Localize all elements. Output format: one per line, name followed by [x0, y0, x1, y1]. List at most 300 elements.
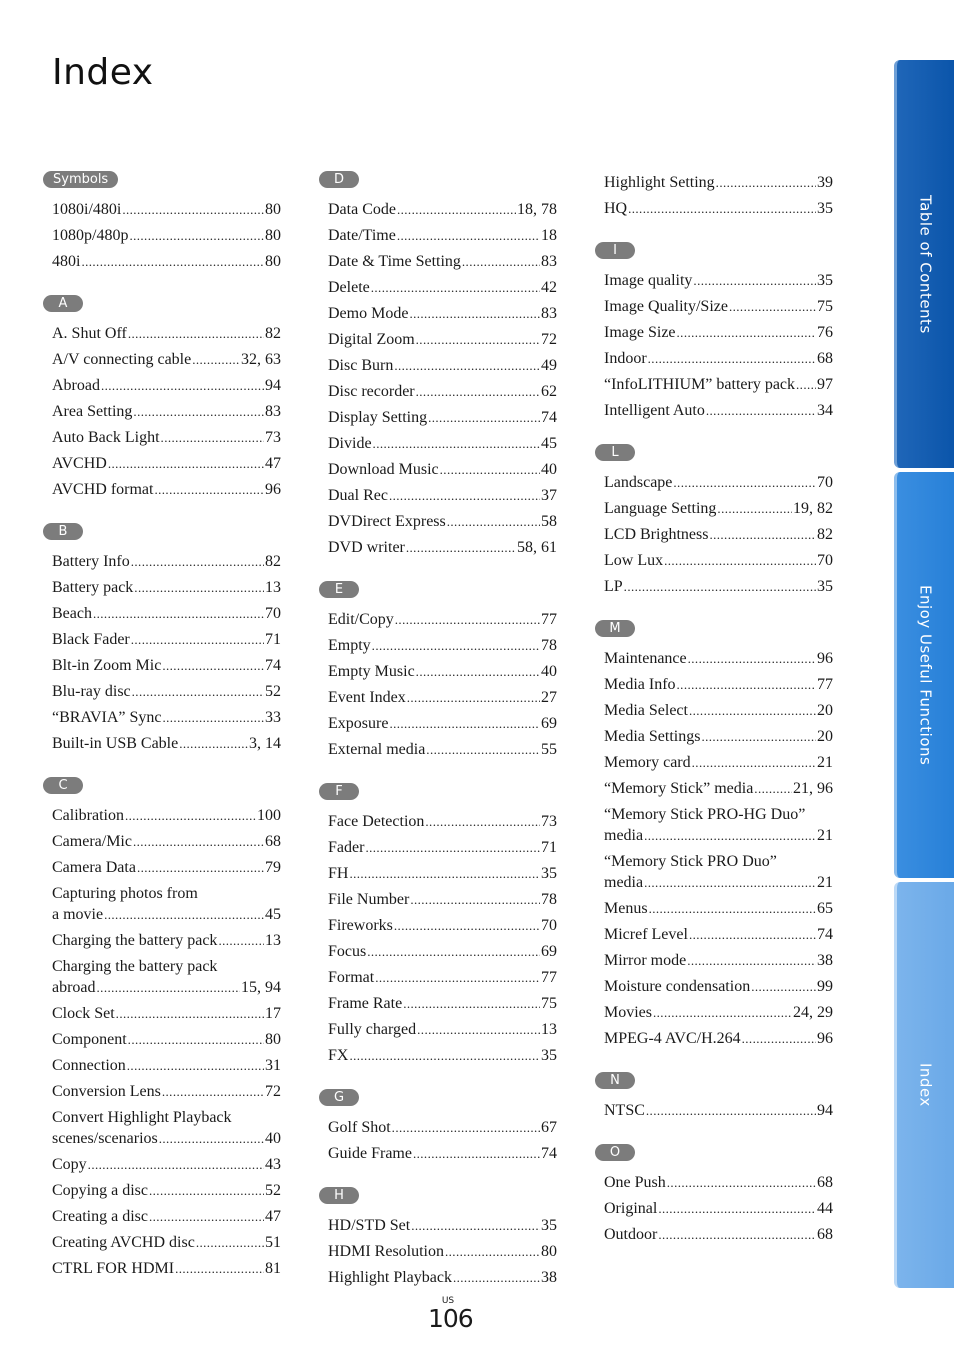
dot-leader — [218, 928, 264, 954]
section-letter-badge: Symbols — [43, 171, 118, 188]
entry-name: Battery Info — [52, 553, 130, 570]
entry-page-number[interactable]: 43 — [265, 1156, 281, 1173]
dot-leader — [677, 320, 816, 346]
entry-page-number[interactable]: 68 — [817, 1174, 833, 1191]
entry-page-number[interactable]: 21 — [817, 827, 833, 844]
entry-page-number[interactable]: 39 — [817, 174, 833, 191]
entry-page-number[interactable]: 44 — [817, 1200, 833, 1217]
entry-page-number[interactable]: 83 — [265, 403, 281, 420]
tab-enjoy-useful-functions[interactable] — [894, 472, 954, 878]
entry-name: Golf Shot — [328, 1119, 391, 1136]
index-entry[interactable] — [52, 197, 281, 223]
entry-page-number[interactable]: 13 — [541, 1021, 557, 1038]
entry-page-number[interactable]: 37 — [541, 487, 557, 504]
index-entry[interactable] — [52, 855, 281, 881]
entry-name: LCD Brightness — [604, 526, 709, 543]
index-entry[interactable] — [328, 223, 557, 249]
entry-name: Frame Rate — [328, 995, 403, 1012]
index-entry[interactable] — [604, 548, 833, 574]
dot-leader — [375, 965, 540, 991]
index-entry[interactable] — [328, 275, 557, 301]
dot-leader — [709, 522, 816, 548]
entry-name: Focus — [328, 943, 367, 960]
index-entry[interactable] — [328, 607, 557, 633]
entry-page-number[interactable]: 42 — [541, 279, 557, 296]
index-entry[interactable] — [52, 1079, 281, 1105]
entry-page-number[interactable]: 20 — [817, 702, 833, 719]
index-entry[interactable] — [52, 321, 281, 347]
index-entry[interactable] — [52, 627, 281, 653]
entry-page-number[interactable]: 18 — [541, 227, 557, 244]
index-entry[interactable] — [604, 776, 833, 802]
entry-name: Clock Set — [52, 1005, 115, 1022]
index-entry[interactable] — [328, 685, 557, 711]
dot-leader — [701, 724, 816, 750]
index-entry[interactable] — [52, 731, 281, 757]
entry-page-number[interactable]: 81 — [265, 1260, 281, 1277]
entry-name: DVD writer — [328, 539, 405, 556]
index-entry[interactable] — [52, 705, 281, 731]
entry-page-number[interactable]: 73 — [265, 429, 281, 446]
index-entry[interactable] — [52, 1256, 281, 1282]
index-entry-list — [52, 197, 281, 275]
index-entry[interactable] — [604, 896, 833, 922]
entry-name: Original — [604, 1200, 658, 1217]
entry-name: Creating AVCHD disc — [52, 1234, 195, 1251]
index-entry-list — [52, 549, 281, 757]
index-entry[interactable] — [604, 849, 833, 896]
dot-leader — [428, 405, 540, 431]
index-entry[interactable] — [328, 1043, 557, 1069]
dot-leader — [687, 948, 816, 974]
entry-page-number[interactable]: 74 — [541, 409, 557, 426]
entry-page-number[interactable]: 83 — [541, 305, 557, 322]
entry-page-number[interactable]: 18, 78 — [517, 201, 557, 218]
index-section — [319, 170, 557, 561]
index-entry[interactable] — [604, 522, 833, 548]
entry-page-number[interactable]: 27 — [541, 689, 557, 706]
entry-page-number[interactable]: 15, 94 — [241, 979, 281, 996]
entry-page-number[interactable]: 13 — [265, 579, 281, 596]
entry-name: media — [604, 827, 644, 844]
index-entry[interactable] — [52, 829, 281, 855]
index-entry[interactable] — [52, 249, 281, 275]
index-entry[interactable] — [604, 646, 833, 672]
index-entry[interactable] — [328, 835, 557, 861]
index-entry[interactable] — [328, 1265, 557, 1291]
entry-name: media — [604, 874, 644, 891]
entry-page-number[interactable]: 69 — [541, 943, 557, 960]
entry-page-number[interactable]: 17 — [265, 1005, 281, 1022]
entry-page-number[interactable]: 38 — [541, 1269, 557, 1286]
entry-name: Built-in USB Cable — [52, 735, 179, 752]
entry-page-number[interactable]: 40 — [265, 1130, 281, 1147]
index-entry[interactable] — [328, 249, 557, 275]
index-entry[interactable] — [52, 1053, 281, 1079]
index-entry[interactable] — [52, 1204, 281, 1230]
dot-leader — [175, 1256, 264, 1282]
dot-leader — [132, 679, 264, 705]
index-entry[interactable] — [52, 1178, 281, 1204]
index-entry[interactable] — [52, 679, 281, 705]
dot-leader — [628, 196, 816, 222]
entry-page-number[interactable]: 35 — [541, 865, 557, 882]
section-letter-badge: H — [319, 1187, 359, 1204]
index-column-1 — [43, 170, 281, 1301]
index-entry[interactable] — [52, 1152, 281, 1178]
entry-page-number[interactable]: 31 — [265, 1057, 281, 1074]
index-entry[interactable] — [604, 1098, 833, 1124]
entry-page-number[interactable]: 75 — [541, 995, 557, 1012]
dot-leader — [179, 731, 248, 757]
index-entry[interactable] — [604, 750, 833, 776]
index-entry[interactable] — [328, 379, 557, 405]
entry-name-line1: “Memory Stick PRO Duo” — [604, 853, 777, 870]
index-entry[interactable] — [52, 347, 281, 373]
entry-page-number[interactable]: 58, 61 — [517, 539, 557, 556]
index-section — [595, 241, 833, 424]
entry-page-number[interactable]: 78 — [541, 637, 557, 654]
entry-page-number[interactable]: 65 — [817, 900, 833, 917]
dot-leader — [349, 861, 540, 887]
index-entry[interactable] — [328, 1239, 557, 1265]
index-entry[interactable] — [52, 653, 281, 679]
index-entry-list — [52, 803, 281, 1282]
index-entry[interactable] — [328, 457, 557, 483]
entry-name: Digital Zoom — [328, 331, 415, 348]
dot-leader — [128, 1027, 264, 1053]
entry-page-number[interactable]: 62 — [541, 383, 557, 400]
section-letter-badge: E — [319, 581, 359, 598]
entry-page-number[interactable]: 96 — [265, 481, 281, 498]
entry-page-number[interactable]: 80 — [265, 201, 281, 218]
entry-name: External media — [328, 741, 426, 758]
entry-name: Face Detection — [328, 813, 425, 830]
entry-page-number[interactable]: 32, 63 — [241, 351, 281, 368]
entry-name: Blt-in Zoom Mic — [52, 657, 162, 674]
index-entry[interactable] — [604, 922, 833, 948]
entry-name: HD/STD Set — [328, 1217, 411, 1234]
index-entry[interactable] — [52, 1027, 281, 1053]
index-entry[interactable] — [604, 398, 833, 424]
entry-name: FH — [328, 865, 349, 882]
entry-name: Image Size — [604, 324, 676, 341]
index-entry[interactable] — [328, 809, 557, 835]
entry-page-number[interactable]: 96 — [817, 650, 833, 667]
index-entry[interactable] — [604, 1222, 833, 1248]
entry-page-number[interactable]: 74 — [817, 926, 833, 943]
index-entry[interactable] — [328, 535, 557, 561]
index-entry[interactable] — [604, 470, 833, 496]
index-entry[interactable] — [604, 196, 833, 222]
tab-label: Index — [916, 1063, 935, 1107]
index-entry[interactable] — [328, 861, 557, 887]
tab-table-of-contents[interactable] — [894, 60, 954, 468]
entry-name: Area Setting — [52, 403, 133, 420]
dot-leader — [81, 249, 264, 275]
index-entry[interactable] — [52, 1105, 281, 1152]
entry-page-number[interactable]: 80 — [541, 1243, 557, 1260]
index-entry[interactable] — [328, 405, 557, 431]
index-entry[interactable] — [328, 1213, 557, 1239]
index-entry[interactable] — [52, 881, 281, 928]
dot-leader — [796, 372, 816, 398]
dot-leader — [407, 685, 540, 711]
entry-page-number[interactable]: 72 — [541, 331, 557, 348]
dot-leader — [644, 872, 816, 893]
entry-name: Low Lux — [604, 552, 664, 569]
index-entry[interactable] — [52, 601, 281, 627]
index-entry[interactable] — [52, 451, 281, 477]
dot-leader — [108, 451, 264, 477]
entry-page-number[interactable]: 21 — [817, 754, 833, 771]
index-entry[interactable] — [328, 991, 557, 1017]
index-entry[interactable] — [604, 346, 833, 372]
entry-page-number[interactable]: 35 — [817, 272, 833, 289]
entry-page-number[interactable]: 67 — [541, 1119, 557, 1136]
index-entry[interactable] — [328, 711, 557, 737]
entry-page-number[interactable]: 47 — [265, 455, 281, 472]
entry-page-number[interactable]: 71 — [265, 631, 281, 648]
index-entry[interactable] — [328, 633, 557, 659]
entry-name: AVCHD format — [52, 481, 154, 498]
entry-page-number[interactable]: 96 — [817, 1030, 833, 1047]
entry-name: Fireworks — [328, 917, 393, 934]
index-section — [319, 1088, 557, 1167]
entry-page-number[interactable]: 51 — [265, 1234, 281, 1251]
index-section — [43, 294, 281, 503]
entry-page-number[interactable]: 74 — [541, 1145, 557, 1162]
entry-page-number[interactable]: 97 — [817, 376, 833, 393]
entry-name-line1: “Memory Stick PRO-HG Duo” — [604, 806, 806, 823]
section-letter-badge: C — [43, 777, 83, 794]
tab-index[interactable] — [894, 882, 954, 1288]
index-entry[interactable] — [328, 431, 557, 457]
section-letter-badge: D — [319, 171, 359, 188]
entry-page-number[interactable]: 13 — [265, 932, 281, 949]
index-entry[interactable] — [604, 724, 833, 750]
entry-page-number[interactable]: 52 — [265, 1182, 281, 1199]
entry-name: Media Select — [604, 702, 688, 719]
dot-leader — [162, 705, 264, 731]
index-entry[interactable] — [604, 294, 833, 320]
entry-page-number[interactable]: 74 — [265, 657, 281, 674]
index-entry[interactable] — [52, 425, 281, 451]
dot-leader — [413, 1141, 540, 1167]
entry-page-number[interactable]: 94 — [817, 1102, 833, 1119]
entry-page-number[interactable]: 40 — [541, 663, 557, 680]
entry-page-number[interactable]: 71 — [541, 839, 557, 856]
entry-page-number[interactable]: 52 — [265, 683, 281, 700]
dot-leader — [673, 470, 816, 496]
index-entry[interactable] — [328, 197, 557, 223]
entry-name: Media Settings — [604, 728, 701, 745]
index-entry[interactable] — [52, 399, 281, 425]
entry-page-number[interactable]: 82 — [265, 553, 281, 570]
entry-name: Camera/Mic — [52, 833, 132, 850]
index-entry[interactable] — [328, 939, 557, 965]
entry-page-number[interactable]: 33 — [265, 709, 281, 726]
entry-page-number[interactable]: 70 — [817, 474, 833, 491]
dot-leader — [196, 1230, 264, 1256]
index-entry[interactable] — [328, 737, 557, 763]
entry-page-number[interactable]: 72 — [265, 1083, 281, 1100]
index-entry[interactable] — [52, 928, 281, 954]
entry-name: scenes/scenarios — [52, 1130, 158, 1147]
entry-page-number[interactable]: 68 — [817, 1226, 833, 1243]
dot-leader — [417, 1017, 540, 1043]
index-entry[interactable] — [604, 372, 833, 398]
entry-page-number[interactable]: 35 — [541, 1047, 557, 1064]
index-entry[interactable] — [604, 1196, 833, 1222]
entry-page-number[interactable]: 35 — [541, 1217, 557, 1234]
index-entry[interactable] — [52, 1230, 281, 1256]
entry-name: Auto Back Light — [52, 429, 160, 446]
index-section — [319, 580, 557, 763]
entry-page-number[interactable]: 100 — [257, 807, 281, 824]
entry-page-number[interactable]: 76 — [817, 324, 833, 341]
entry-name-line1: Capturing photos from — [52, 885, 198, 902]
entry-page-number[interactable]: 19, 82 — [793, 500, 833, 517]
entry-page-number[interactable]: 70 — [541, 917, 557, 934]
entry-page-number[interactable]: 40 — [541, 461, 557, 478]
index-entry[interactable] — [604, 948, 833, 974]
index-entry[interactable] — [52, 954, 281, 1001]
index-entry[interactable] — [52, 373, 281, 399]
index-entry[interactable] — [328, 887, 557, 913]
index-entry[interactable] — [604, 1026, 833, 1052]
entry-page-number[interactable]: 35 — [817, 200, 833, 217]
entry-page-number[interactable]: 80 — [265, 253, 281, 270]
entry-name: Blu-ray disc — [52, 683, 131, 700]
entry-name: Image Quality/Size — [604, 298, 728, 315]
dot-leader — [367, 939, 540, 965]
dot-leader — [394, 913, 540, 939]
entry-page-number[interactable]: 55 — [541, 741, 557, 758]
entry-page-number[interactable]: 38 — [817, 952, 833, 969]
entry-page-number[interactable]: 77 — [541, 611, 557, 628]
entry-page-number[interactable]: 35 — [817, 578, 833, 595]
entry-page-number[interactable]: 75 — [817, 298, 833, 315]
index-entry[interactable] — [328, 327, 557, 353]
index-entry[interactable] — [328, 1141, 557, 1167]
entry-page-number[interactable]: 70 — [265, 605, 281, 622]
entry-page-number[interactable]: 20 — [817, 728, 833, 745]
dot-leader — [371, 275, 540, 301]
entry-name-line1: Convert Highlight Playback — [52, 1109, 232, 1126]
index-entry[interactable] — [604, 496, 833, 522]
entry-name: Language Setting — [604, 500, 717, 517]
index-entry[interactable] — [604, 802, 833, 849]
index-entry[interactable] — [52, 223, 281, 249]
dot-leader — [409, 301, 540, 327]
dot-leader — [122, 197, 264, 223]
index-entry[interactable] — [604, 974, 833, 1000]
entry-name: Display Setting — [328, 409, 428, 426]
entry-page-number[interactable]: 77 — [817, 676, 833, 693]
index-entry[interactable] — [52, 549, 281, 575]
index-entry[interactable] — [604, 320, 833, 346]
entry-page-number[interactable]: 21, 96 — [793, 780, 833, 797]
index-entry[interactable] — [52, 477, 281, 503]
index-entry[interactable] — [328, 965, 557, 991]
entry-page-number[interactable]: 77 — [541, 969, 557, 986]
entry-name: Media Info — [604, 676, 676, 693]
entry-page-number[interactable]: 47 — [265, 1208, 281, 1225]
index-entry[interactable] — [328, 509, 557, 535]
entry-page-number[interactable]: 21 — [817, 874, 833, 891]
entry-page-number[interactable]: 73 — [541, 813, 557, 830]
index-entry[interactable] — [604, 170, 833, 196]
dot-leader — [365, 835, 540, 861]
entry-page-number[interactable]: 45 — [541, 435, 557, 452]
entry-page-number[interactable]: 3, 14 — [249, 735, 281, 752]
entry-page-number[interactable]: 70 — [817, 552, 833, 569]
entry-page-number[interactable]: 83 — [541, 253, 557, 270]
entry-name: One Push — [604, 1174, 666, 1191]
index-entry[interactable] — [328, 1115, 557, 1141]
dot-leader — [127, 1053, 264, 1079]
index-entry[interactable] — [328, 1017, 557, 1043]
entry-page-number[interactable]: 78 — [541, 891, 557, 908]
index-entry[interactable] — [52, 803, 281, 829]
dot-leader — [134, 575, 264, 601]
section-letter-badge: N — [595, 1072, 635, 1089]
entry-name: NTSC — [604, 1102, 645, 1119]
entry-page-number[interactable]: 68 — [265, 833, 281, 850]
entry-page-number[interactable]: 69 — [541, 715, 557, 732]
index-entry-list — [328, 809, 557, 1069]
index-entry[interactable] — [604, 574, 833, 600]
entry-page-number[interactable]: 58 — [541, 513, 557, 530]
index-entry[interactable] — [604, 698, 833, 724]
entry-page-number[interactable]: 99 — [817, 978, 833, 995]
entry-page-number[interactable]: 80 — [265, 227, 281, 244]
dot-leader — [125, 803, 256, 829]
entry-page-number[interactable]: 94 — [265, 377, 281, 394]
index-entry[interactable] — [52, 575, 281, 601]
index-entry[interactable] — [604, 672, 833, 698]
index-entry[interactable] — [328, 913, 557, 939]
section-letter-badge: F — [319, 783, 359, 800]
index-entry[interactable] — [328, 659, 557, 685]
entry-page-number[interactable]: 45 — [265, 906, 281, 923]
dot-leader — [416, 327, 540, 353]
entry-page-number[interactable]: 24, 29 — [793, 1004, 833, 1021]
page-title: Index — [52, 52, 154, 93]
index-entry[interactable] — [604, 1170, 833, 1196]
dot-leader — [624, 574, 816, 600]
entry-page-number[interactable]: 68 — [817, 350, 833, 367]
entry-page-number[interactable]: 79 — [265, 859, 281, 876]
entry-page-number[interactable]: 82 — [265, 325, 281, 342]
section-letter-badge: B — [43, 523, 83, 540]
index-entry[interactable] — [604, 268, 833, 294]
index-entry[interactable] — [604, 1000, 833, 1026]
index-entry[interactable] — [328, 301, 557, 327]
index-entry[interactable] — [328, 483, 557, 509]
entry-page-number[interactable]: 49 — [541, 357, 557, 374]
entry-page-number[interactable]: 82 — [817, 526, 833, 543]
index-entry[interactable] — [328, 353, 557, 379]
entry-name: Connection — [52, 1057, 126, 1074]
entry-page-number[interactable]: 80 — [265, 1031, 281, 1048]
index-section — [595, 1071, 833, 1124]
index-entry[interactable] — [52, 1001, 281, 1027]
entry-page-number[interactable]: 34 — [817, 402, 833, 419]
index-entry-list — [604, 1098, 833, 1124]
dot-leader — [692, 750, 816, 776]
